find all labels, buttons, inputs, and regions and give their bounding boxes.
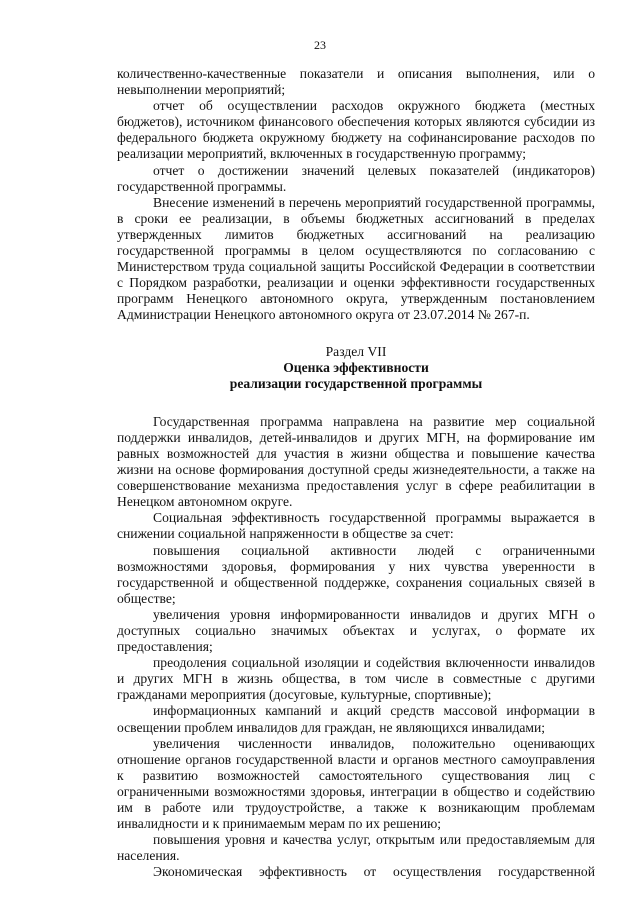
list-item-service-quality: повышения уровня и качества услуг, открытым или предоставляемым для населения.	[117, 832, 595, 864]
page-body	[117, 66, 595, 881]
paragraph-economic-efficiency: Экономическая эффективность от осуществления государственной	[153, 864, 595, 880]
paragraph-program-goal: Государственная программа направлена на развитие мер социальной поддержки инвалидов, детей-инвалидов и других МГН, на формирование им равных возможностей для участия в жизни общества и повышение качества жизни на основе формирования доступной среды жизнедеятельности, а также на совершенствование механизма предоставления услуг в сфере реабилитации в Ненецком автономном округе.	[117, 413, 595, 510]
paragraph-program-changes: Внесение изменений в перечень мероприятий государственной программы, в сроки ее реализации, в объемы бюджетных ассигнований в пределах утвержденных лимитов бюджетных ассигнований на реализацию государственной программы в целом осуществляются по согласованию с Министерством труда социальной защиты Российской Федерации в соответствии с Порядком разработки, реализации и оценки эффективности государственных программ Ненецкого автономного округа, утвержденным постановлением Администрации Ненецкого автономного округа от 23.07.2014 № 267-п.	[117, 194, 595, 323]
section-heading	[117, 344, 595, 392]
list-item-positive-assessment: увеличения численности инвалидов, положительно оценивающих отношение органов государственной власти и органов местного самоуправления к развитию возможностей самостоятельного существования лиц с ограниченными возможностями здоровья, интеграции в общество и содействию им в работе или трудоустройстве, а также к возникающим проблемам инвалидности и к принимаемым мерам по их решению;	[117, 735, 595, 832]
section-title-line-1: Оценка эффективности	[283, 359, 429, 375]
list-item-media-campaigns: информационных кампаний и акций средств массовой информации в освещении проблем инвалидов для граждан, не являющихся инвалидами;	[117, 703, 595, 735]
paragraph-social-efficiency: Социальная эффективность государственной программы выражается в снижении социальной напряженности в обществе за счет:	[117, 510, 595, 542]
list-item-social-activity: повышения социальной активности людей с ограниченными возможностями здоровья, формирования у них чувства уверенности в государственной и общественной поддержке, сохранения социальных связей в обществе;	[117, 542, 595, 606]
list-item-awareness: увеличения уровня информированности инвалидов и других МГН о доступных социально значимых объектах и услугах, о формате их предоставления;	[117, 606, 595, 655]
paragraph-indicators-description: количественно-качественные показатели и описания выполнения, или о невыполнении мероприятий;	[117, 66, 595, 98]
paragraph-budget-report: отчет об осуществлении расходов окружного бюджета (местных бюджетов), источником финансового обеспечения которых являются субсидии из федерального бюджета окружному бюджету на софинансирование расходов по реализации мероприятий, включенных в государственную программу;	[117, 98, 595, 162]
page-number: 23	[314, 38, 326, 52]
paragraph-target-report: отчет о достижении значений целевых показателей (индикаторов) государственной программы.	[117, 162, 595, 194]
section-label: Раздел VII	[325, 343, 387, 359]
section-title-line-2: реализации государственной программы	[229, 375, 483, 391]
list-item-isolation: преодоления социальной изоляции и содействия включенности инвалидов и других МГН в жизнь общества, в том числе в совместные с другими гражданами мероприятия (досуговые, культурные, спортивные);	[117, 655, 595, 703]
